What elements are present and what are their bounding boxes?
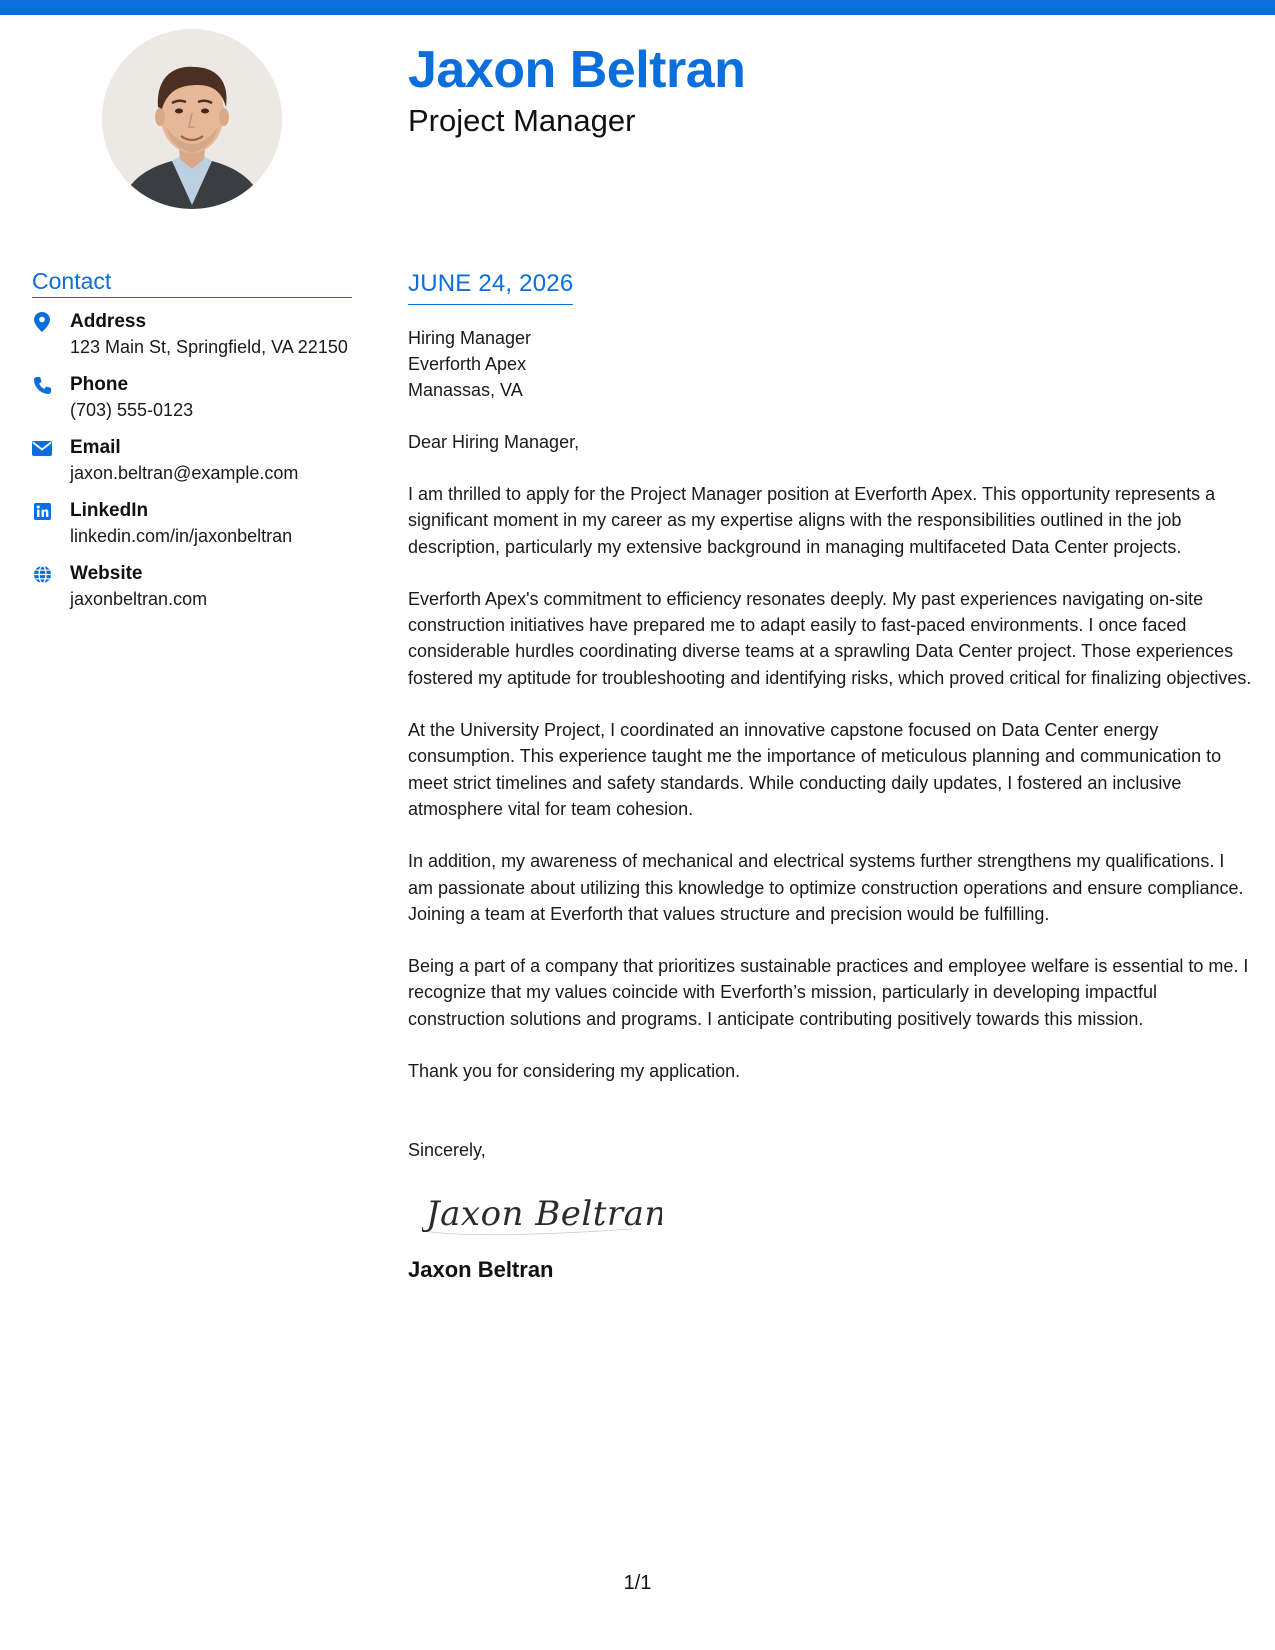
- job-title: Project Manager: [408, 103, 636, 138]
- website-label: Website: [70, 563, 143, 584]
- phone-icon: [32, 375, 52, 395]
- map-pin-icon: [32, 312, 52, 332]
- profile-photo: [102, 29, 282, 209]
- letter-paragraph: I am thrilled to apply for the Project Manager position at Everforth Apex. This opportunity represents a significant moment in my career as my expertise aligns with the responsibilities outlined in the job description, particularly my extensive background in managing multifaceted Data Center projects.: [408, 484, 1216, 557]
- contact-item-website: [32, 562, 352, 612]
- contact-item-address: [32, 310, 352, 360]
- address-value: 123 Main St, Springfield, VA 22150: [70, 337, 348, 357]
- email-label: Email: [70, 437, 121, 458]
- applicant-name: Jaxon Beltran: [408, 41, 746, 99]
- svg-text:Jaxon Beltran: Jaxon Beltran: [426, 1194, 662, 1235]
- phone-value: (703) 555-0123: [70, 400, 194, 420]
- website-value: jaxonbeltran.com: [70, 589, 208, 609]
- linkedin-value: linkedin.com/in/jaxonbeltran: [70, 526, 293, 546]
- contact-item-phone: [32, 373, 352, 423]
- recipient-line: Hiring Manager: [408, 328, 532, 348]
- signed-name: Jaxon Beltran: [408, 1257, 554, 1283]
- letter-date: JUNE 24, 2026: [408, 270, 573, 305]
- letter-paragraph: In addition, my awareness of mechanical and electrical systems further strengthens my qualifications. I am passionate about utilizing this knowledge to optimize construction operations and ensure compliance. Joining a team at Everforth that values structure and precision would be fulfilling.: [408, 851, 1244, 924]
- recipient-line: Manassas, VA: [408, 380, 523, 400]
- globe-icon: [32, 564, 52, 584]
- contact-item-email: [32, 436, 352, 486]
- phone-label: Phone: [70, 374, 129, 395]
- linkedin-label: LinkedIn: [70, 500, 149, 521]
- letter-body: [408, 270, 1253, 1283]
- linkedin-icon: [32, 501, 52, 521]
- letter-paragraph: Everforth Apex's commitment to efficiency resonates deeply. My past experiences navigating on-site construction initiatives have prepared me to adapt easily to fast-paced environments. I once faced considerable hurdles coordinating diverse teams at a sprawling Data Center project. Those experiences fostered my aptitude for troubleshooting and identifying risks, which proved critical for finalizing objectives.: [408, 588, 1252, 688]
- recipient-block: [408, 325, 1253, 403]
- handwritten-signature: [422, 1185, 662, 1241]
- contact-heading: Contact: [32, 268, 352, 298]
- address-label: Address: [70, 311, 147, 332]
- recipient-line: Everforth Apex: [408, 354, 527, 374]
- closing: Sincerely,: [408, 1140, 486, 1161]
- email-value: jaxon.beltran@example.com: [70, 463, 299, 483]
- letter-paragraph: Thank you for considering my application.: [408, 1061, 741, 1082]
- salutation: Dear Hiring Manager,: [408, 432, 580, 452]
- profile-photo-illustration: [102, 29, 282, 209]
- top-accent-bar: [0, 0, 1275, 15]
- page-number: 1/1: [623, 1572, 652, 1594]
- letter-paragraph: At the University Project, I coordinated an innovative capstone focused on Data Center energy consumption. This experience taught me the importance of meticulous planning and communication to meet strict timelines and safety standards. While conducting daily updates, I fostered an inclusive atmosphere vital for team cohesion.: [408, 720, 1222, 819]
- contact-item-linkedin: [32, 499, 352, 549]
- envelope-icon: [32, 438, 52, 458]
- letter-paragraph: Being a part of a company that prioritizes sustainable practices and employee welfare is essential to me. I recognize that my values coincide with Everforth’s mission, particularly in developing impactful construction solutions and programs. I anticipate contributing positively towards this mission.: [408, 956, 1249, 1029]
- contact-sidebar: [32, 268, 352, 625]
